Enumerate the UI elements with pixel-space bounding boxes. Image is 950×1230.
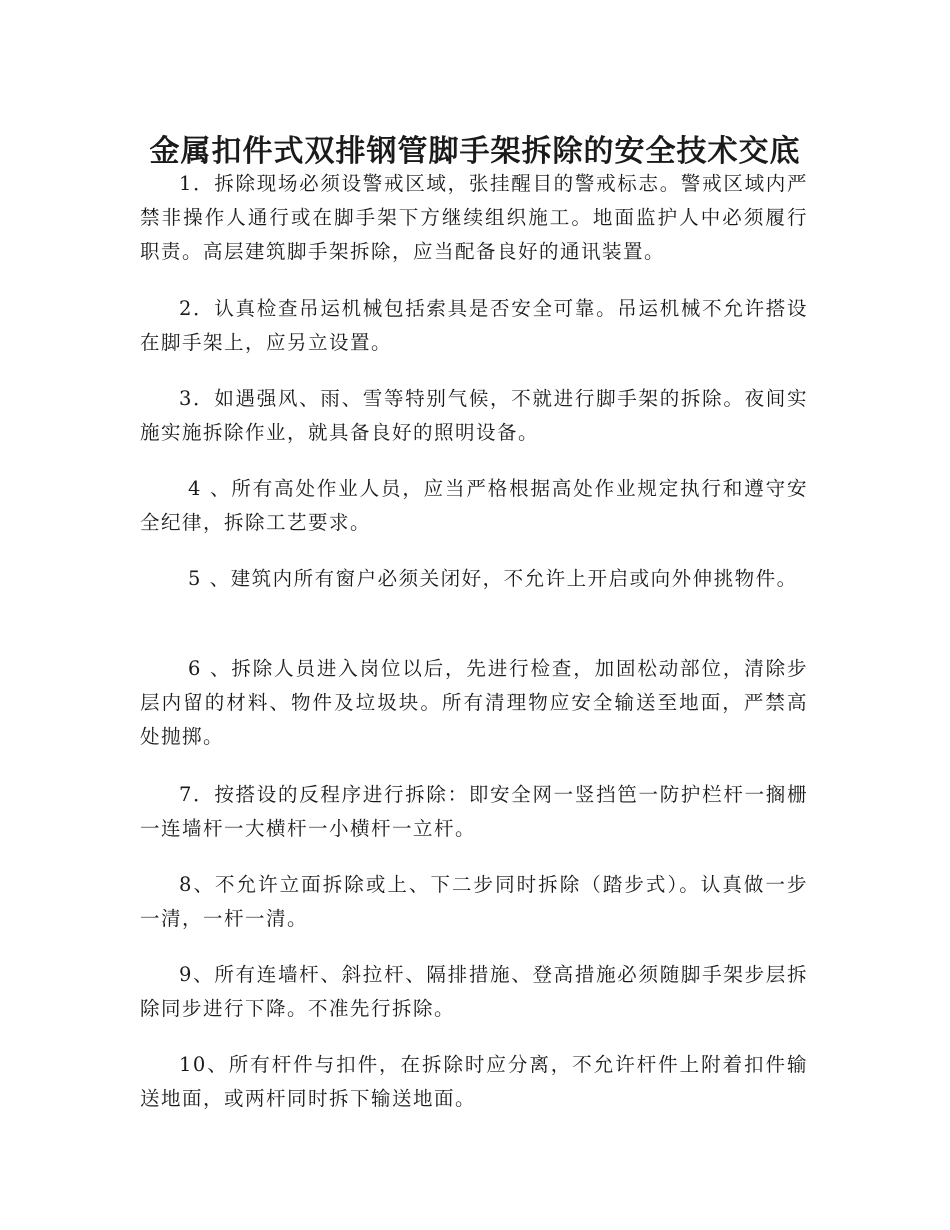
paragraph-9: 9、所有连墙杆、斜拉杆、隔排措施、登高措施必须随脚手架步层拆除同步进行下降。不准先行拆除。	[140, 963, 808, 1020]
paragraph-1: 1．拆除现场必须设警戒区域，张挂醒目的警戒标志。警戒区域内严禁非操作人通行或在脚手架下方继续组织施工。地面监护人中必须履行职责。高层建筑脚手架拆除，应当配备良好的通讯装置。	[140, 172, 808, 263]
paragraph-8: 8、不允许立面拆除或上、下二步同时拆除（踏步式）。认真做一步一清，一杆一清。	[140, 873, 808, 930]
paragraph-5: 5 、建筑内所有窗户必须关闭好，不允许上开启或向外伸挑物件。	[188, 567, 798, 590]
paragraph-2: 2．认真检查吊运机械包括索具是否安全可靠。吊运机械不允许搭设在脚手架上，应另立设置。	[140, 297, 808, 354]
paragraph-3: 3．如遇强风、雨、雪等特别气候，不就进行脚手架的拆除。夜间实施实施拆除作业，就具备良好的照明设备。	[140, 387, 808, 444]
paragraph-7: 7．按搭设的反程序进行拆除：即安全网一竖挡笆一防护栏杆一搁栅一连墙杆一大横杆一小横杆一立杆。	[140, 783, 808, 840]
document-title: 金属扣件式双排钢管脚手架拆除的安全技术交底	[149, 134, 801, 170]
paragraph-10: 10、所有杆件与扣件，在拆除时应分离，不允许杆件上附着扣件输送地面，或两杆同时拆下输送地面。	[140, 1053, 808, 1110]
paragraph-6: 6 、拆除人员进入岗位以后，先进行检查，加固松动部位，清除步层内留的材料、物件及垃圾块。所有清理物应安全输送至地面，严禁高处抛掷。	[140, 657, 808, 748]
paragraph-4: 4 、所有高处作业人员，应当严格根据高处作业规定执行和遵守安全纪律，拆除工艺要求。	[140, 477, 808, 534]
